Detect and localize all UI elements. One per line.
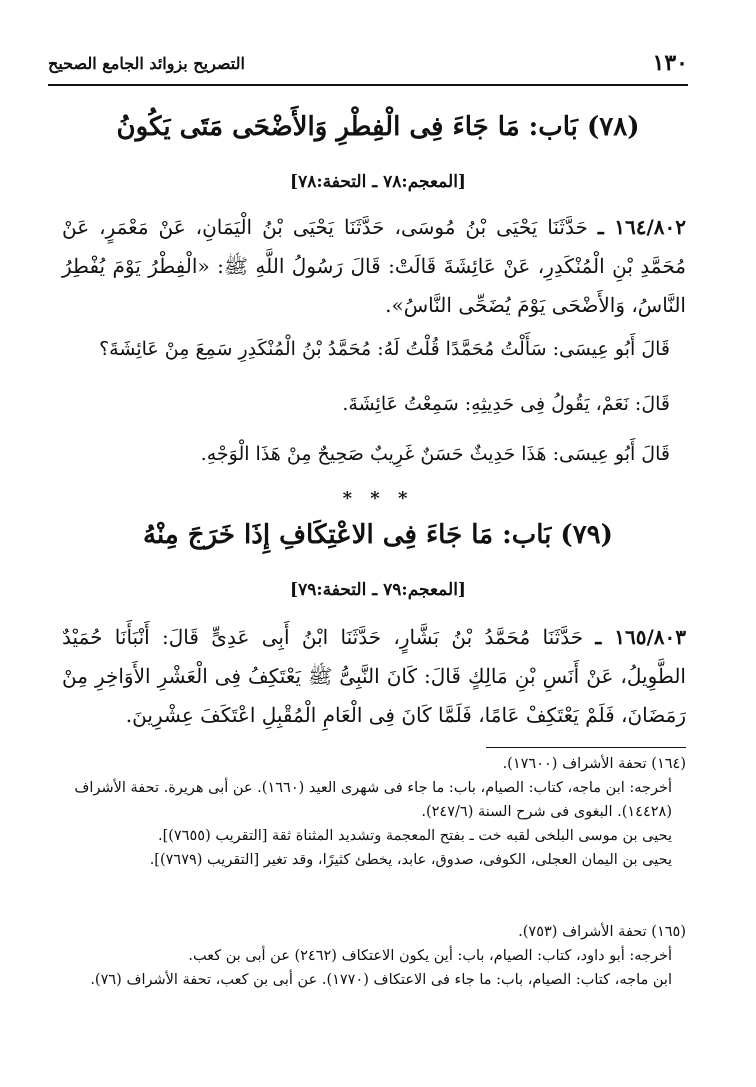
chapter-79-reference: [المعجم:٧٩ ـ التحفة:٧٩] [290, 580, 466, 600]
hadith-164-number: ١٦٤/٨٠٢ ـ [597, 215, 687, 239]
chapter-78-title: (٧٨) بَاب: مَا جَاءَ فِى الْفِطْرِ وَالأَضْحَى مَتَى يَكُونُ [116, 112, 640, 142]
footnote-divider [486, 747, 686, 748]
remark-abu-isa-question: قَالَ أَبُو عِيسَى: سَأَلْتُ مُحَمَّدًا قُلْتُ لَهُ: مُحَمَّدُ بْنُ الْمُنْكَدِرِ سَمِعَ مِنْ عَائِشَةَ؟ [99, 338, 670, 360]
chapter-79-title: (٧٩) بَاب: مَا جَاءَ فِى الاعْتِكَافِ إِذَا خَرَجَ مِنْهُ [143, 520, 613, 550]
chapter-78-reference: [المعجم:٧٨ ـ التحفة:٧٨] [290, 172, 466, 192]
hadith-165-text: حَدَّثَنَا مُحَمَّدُ بْنُ بَشَّارٍ، حَدَّثَنَا ابْنُ أَبِى عَدِىٍّ قَالَ: أَنْبَأَنَا حُمَيْدٌ الطَّوِيلُ، عَنْ أَنَسِ بْنِ مَالِكٍ قَالَ: كَانَ النَّبِىُّ ﷺ يَعْتَكِفُ فِى الْعَشْرِ الأَوَاخِرِ مِنْ رَمَضَانَ، فَلَمْ يَعْتَكِفْ عَامًا، فَلَمَّا كَانَ فِى الْعَامِ الْمُقْبِلِ اعْتَكَفَ عِشْرِينَ. [62, 625, 686, 727]
footnote-164 [60, 752, 686, 872]
footnote-165-line: ابن ماجه، كتاب: الصيام، باب: ما جاء فى الاعتكاف (١٧٧٠). عن أبى بن كعب، تحفة الأشراف (٧٦). [90, 972, 672, 988]
footnote-164-line: يحيى بن اليمان العجلى، الكوفى، صدوق، عابد، يخطئ كثيرًا، وقد تغير [التقريب (٧٦٧٩)]. [149, 852, 672, 868]
footnote-164-line: أخرجه: ابن ماجه، كتاب: الصيام، باب: ما جاء فى شهرى العيد (١٦٦٠). عن أبى هريرة. تحفة الأشراف (١٤٤٢٨). البغوى فى شرح السنة (٢٤٧/٦). [74, 780, 672, 820]
footnote-165-lead: (١٦٥) تحفة الأشراف (٧٥٣). [518, 924, 686, 940]
running-title: التصريح بزوائد الجامع الصحيح [48, 54, 245, 73]
section-separator: * * * [342, 488, 414, 509]
page-header [48, 50, 688, 86]
remark-grading: قَالَ أَبُو عِيسَى: هَذَا حَدِيثٌ حَسَنٌ غَرِيبٌ صَحِيحٌ مِنْ هَذَا الْوَجْهِ. [200, 443, 670, 465]
footnote-165 [60, 920, 686, 992]
hadith-164 [62, 208, 686, 325]
page-number: ١٣٠ [652, 50, 688, 76]
hadith-164-text: حَدَّثَنَا يَحْيَى بْنُ مُوسَى، حَدَّثَنَا يَحْيَى بْنُ الْيَمَانِ، عَنْ مَعْمَرٍ، عَنْ مُحَمَّدِ بْنِ الْمُنْكَدِرِ، عَنْ عَائِشَةَ قَالَتْ: قَالَ رَسُولُ اللَّهِ ﷺ: «الْفِطْرُ يَوْمَ يُفْطِرُ النَّاسُ، وَالأَضْحَى يَوْمَ يُضَحِّى النَّاسُ». [62, 215, 686, 317]
hadith-165 [62, 618, 686, 735]
footnote-164-lead: (١٦٤) تحفة الأشراف (١٧٦٠٠). [502, 756, 686, 772]
footnote-165-line: أخرجه: أبو داود، كتاب: الصيام، باب: أين يكون الاعتكاف (٢٤٦٢) عن أبى بن كعب. [188, 948, 672, 964]
footnote-164-line: يحيى بن موسى البلخى لقبه خت ـ بفتح المعجمة وتشديد المثناة ثقة [التقريب (٧٦٥٥)]. [157, 828, 672, 844]
hadith-165-number: ١٦٥/٨٠٣ ـ [595, 625, 686, 649]
remark-answer: قَالَ: نَعَمْ، يَقُولُ فِى حَدِيثِهِ: سَمِعْتُ عَائِشَةَ. [342, 393, 670, 415]
